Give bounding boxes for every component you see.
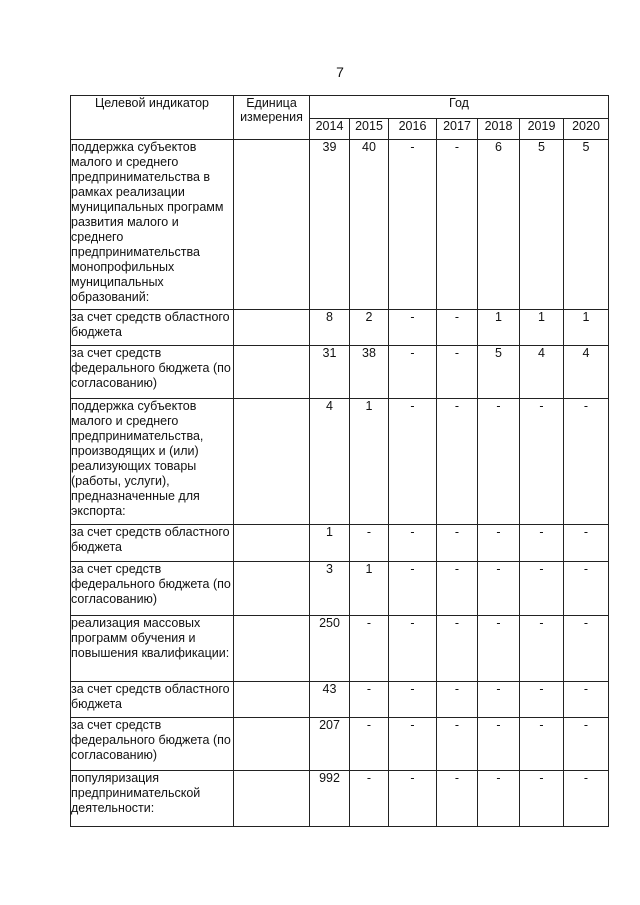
row-value: 31 bbox=[310, 346, 350, 399]
row-indicator: за счет средств федерального бюджета (по согласованию) bbox=[71, 562, 234, 616]
row-value: 1 bbox=[350, 399, 389, 525]
row-value: - bbox=[389, 310, 437, 346]
indicators-table bbox=[70, 95, 609, 827]
header-unit: Единица измерения bbox=[234, 96, 310, 140]
row-value: - bbox=[389, 771, 437, 827]
row-value: - bbox=[437, 310, 478, 346]
row-value: 8 bbox=[310, 310, 350, 346]
row-unit bbox=[234, 310, 310, 346]
row-value: 1 bbox=[478, 310, 520, 346]
row-indicator: поддержка субъектов малого и среднего предпринимательства в рамках реализации муниципальных программ развития малого и среднего предпринимательства монопрофильных муниципальных образований: bbox=[71, 140, 234, 310]
row-value: 6 bbox=[478, 140, 520, 310]
row-value: 1 bbox=[520, 310, 564, 346]
row-unit bbox=[234, 525, 310, 562]
row-value: - bbox=[389, 140, 437, 310]
row-value: - bbox=[389, 718, 437, 771]
row-value: - bbox=[478, 562, 520, 616]
row-value: - bbox=[478, 525, 520, 562]
row-value: - bbox=[564, 525, 609, 562]
row-value: - bbox=[520, 562, 564, 616]
row-value: - bbox=[564, 682, 609, 718]
row-indicator: реализация массовых программ обучения и повышения квалификации: bbox=[71, 616, 234, 682]
row-value: 992 bbox=[310, 771, 350, 827]
row-value: - bbox=[520, 399, 564, 525]
row-value: - bbox=[389, 616, 437, 682]
row-value: 40 bbox=[350, 140, 389, 310]
row-value: 5 bbox=[564, 140, 609, 310]
row-value: - bbox=[437, 616, 478, 682]
row-unit bbox=[234, 718, 310, 771]
row-value: - bbox=[478, 682, 520, 718]
row-value: 43 bbox=[310, 682, 350, 718]
row-value: 250 bbox=[310, 616, 350, 682]
row-value: - bbox=[478, 718, 520, 771]
row-value: - bbox=[520, 718, 564, 771]
row-value: 4 bbox=[564, 346, 609, 399]
row-value: - bbox=[437, 718, 478, 771]
row-value: - bbox=[437, 562, 478, 616]
row-indicator: за счет средств областного бюджета bbox=[71, 310, 234, 346]
row-value: - bbox=[520, 682, 564, 718]
row-value: 1 bbox=[350, 562, 389, 616]
row-value: 207 bbox=[310, 718, 350, 771]
row-unit bbox=[234, 140, 310, 310]
row-value: 5 bbox=[478, 346, 520, 399]
row-value: - bbox=[520, 616, 564, 682]
row-value: 2 bbox=[350, 310, 389, 346]
row-value: - bbox=[350, 525, 389, 562]
row-value: - bbox=[437, 399, 478, 525]
header-year: 2019 bbox=[520, 119, 564, 140]
row-value: 5 bbox=[520, 140, 564, 310]
row-value: - bbox=[478, 771, 520, 827]
header-year: 2014 bbox=[310, 119, 350, 140]
header-year: 2015 bbox=[350, 119, 389, 140]
header-year: 2016 bbox=[389, 119, 437, 140]
row-indicator: за счет средств областного бюджета bbox=[71, 525, 234, 562]
header-indicator: Целевой индикатор bbox=[71, 96, 234, 140]
row-value: - bbox=[478, 616, 520, 682]
row-value: - bbox=[389, 525, 437, 562]
row-value: - bbox=[564, 771, 609, 827]
table-row bbox=[71, 682, 609, 718]
row-indicator: за счет средств областного бюджета bbox=[71, 682, 234, 718]
row-value: - bbox=[520, 525, 564, 562]
row-value: - bbox=[350, 616, 389, 682]
page-number: 7 bbox=[336, 64, 344, 80]
table-row bbox=[71, 346, 609, 399]
row-value: 4 bbox=[520, 346, 564, 399]
row-unit bbox=[234, 771, 310, 827]
row-value: 3 bbox=[310, 562, 350, 616]
header-year: 2020 bbox=[564, 119, 609, 140]
row-value: - bbox=[564, 718, 609, 771]
row-value: - bbox=[350, 771, 389, 827]
row-value: 39 bbox=[310, 140, 350, 310]
row-value: - bbox=[389, 682, 437, 718]
row-value: 4 bbox=[310, 399, 350, 525]
row-value: 1 bbox=[310, 525, 350, 562]
row-unit bbox=[234, 562, 310, 616]
header-year: 2018 bbox=[478, 119, 520, 140]
row-unit bbox=[234, 616, 310, 682]
row-value: - bbox=[389, 399, 437, 525]
row-value: - bbox=[520, 771, 564, 827]
row-value: - bbox=[437, 682, 478, 718]
table-row bbox=[71, 562, 609, 616]
row-value: 1 bbox=[564, 310, 609, 346]
row-indicator: за счет средств федерального бюджета (по согласованию) bbox=[71, 346, 234, 399]
row-value: - bbox=[437, 346, 478, 399]
table-row bbox=[71, 310, 609, 346]
table-row bbox=[71, 718, 609, 771]
row-value: - bbox=[350, 718, 389, 771]
table-row bbox=[71, 525, 609, 562]
row-value: - bbox=[564, 616, 609, 682]
header-year-group: Год bbox=[310, 96, 609, 119]
row-value: 38 bbox=[350, 346, 389, 399]
row-value: - bbox=[564, 399, 609, 525]
table-row bbox=[71, 140, 609, 310]
row-unit bbox=[234, 399, 310, 525]
row-unit bbox=[234, 346, 310, 399]
row-indicator: поддержка субъектов малого и среднего предпринимательства, производящих и (или) реализующих товары (работы, услуги), предназначенные для экспорта: bbox=[71, 399, 234, 525]
row-value: - bbox=[437, 525, 478, 562]
table-row bbox=[71, 771, 609, 827]
row-indicator: популяризация предпринимательской деятельности: bbox=[71, 771, 234, 827]
table-row bbox=[71, 616, 609, 682]
row-value: - bbox=[478, 399, 520, 525]
table-row bbox=[71, 399, 609, 525]
row-value: - bbox=[437, 140, 478, 310]
row-indicator: за счет средств федерального бюджета (по согласованию) bbox=[71, 718, 234, 771]
row-unit bbox=[234, 682, 310, 718]
row-value: - bbox=[564, 562, 609, 616]
row-value: - bbox=[350, 682, 389, 718]
header-year: 2017 bbox=[437, 119, 478, 140]
row-value: - bbox=[437, 771, 478, 827]
row-value: - bbox=[389, 346, 437, 399]
row-value: - bbox=[389, 562, 437, 616]
